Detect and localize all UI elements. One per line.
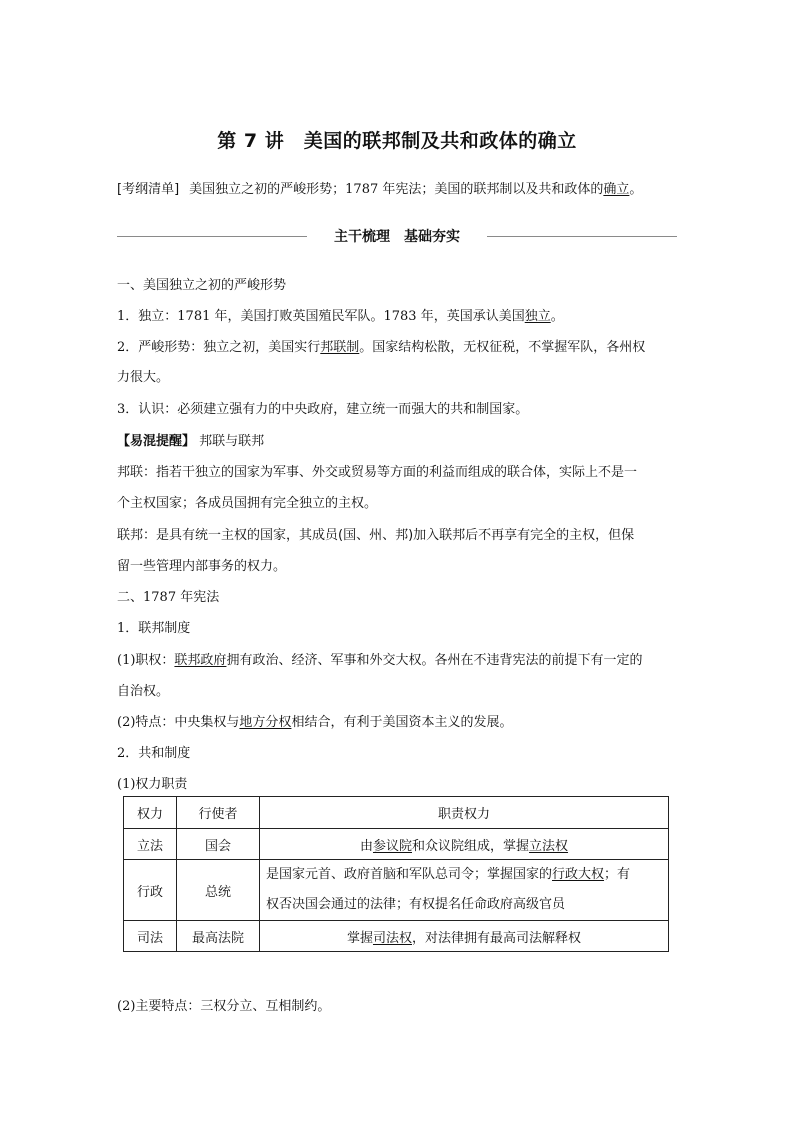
p2-rest: 相结合，有利于美国资本主义的发展。 [291,715,513,730]
tip-heading [117,430,264,449]
item1-text: 1．独立：1781 年，美国打败英国殖民军队。1783 年，英国承认美国 [117,309,525,324]
table-cell-power: 立法 [124,829,177,860]
syllabus-underlined: 确立 [603,182,630,197]
tip-fed-line1: 联邦：是具有统一主权的国家，其成员(国、州、邦)加入联邦后不再享有完全的主权，但保 [117,528,635,543]
table-header-row [124,797,669,829]
table-cell-holder: 最高法院 [177,921,260,952]
part2-sub1: 1．联邦制度 [117,621,191,636]
part1-item1 [117,305,564,324]
duty-text: 是国家元首、政府首脑和军队总司令；掌握国家的 [266,867,553,882]
item2-text: 2．严峻形势：独立之初，美国实行 [117,340,321,355]
part2-p1 [117,649,642,668]
p2-underlined: 地方分权 [239,715,292,730]
p1-underlined: 联邦政府 [174,653,227,668]
part1-item3: 3．认识：必须建立强有力的中央政府，建立统一而强大的共和制国家。 [117,402,529,417]
duty-underlined: 行政大权 [552,867,605,882]
table-cell-duty [260,921,669,952]
p1-label: (1)职权： [117,653,175,668]
table-cell-power: 行政 [124,860,177,921]
item2-rest: 。国家结构松散，无权征税，不掌握军队，各州权 [359,340,646,355]
p2-label: (2)特点：中央集权与 [117,715,240,730]
syllabus-text: 美国独立之初的严峻形势；1787 年宪法；美国的联邦制以及共和政体的 [189,182,604,197]
table-cell-power: 司法 [124,921,177,952]
power-duty-table [123,796,669,952]
section-divider-left [117,236,307,237]
table-cell-duty [260,860,669,921]
part2-p2 [117,711,512,730]
part1-heading: 一、美国独立之初的严峻形势 [117,278,287,293]
duty-underlined: 立法权 [529,838,569,854]
table-cell-duty [260,829,669,860]
part2-p1-cont: 自治权。 [117,684,170,699]
part2-heading: 二、1787 年宪法 [117,590,220,605]
duty-text: 由 [359,838,373,854]
section-header-label: 主干梳理 基础夯实 [334,229,460,245]
duty-text: 和众议院组成，掌握 [412,838,530,854]
section-header [117,226,677,246]
table-row [124,921,669,952]
duty-underlined: 司法权 [372,930,412,946]
table-row [124,860,669,921]
tip-fed-line2: 留一些管理内部事务的权力。 [117,559,287,574]
syllabus-line [117,178,697,197]
table-cell-holder: 总统 [177,860,260,921]
duty-text: ；有 [604,867,631,882]
page-title: 第 7 讲 美国的联邦制及共和政体的确立 [217,130,577,152]
duty-text: 权否决国会通过的法律；有权提名任命政府高级官员 [266,897,566,912]
table-header: 职责权力 [260,797,669,829]
item1-end: 。 [550,309,564,324]
item1-underlined: 独立 [524,309,551,324]
table-cell-holder: 国会 [177,829,260,860]
duty-text: ，对法律拥有最高司法解释权 [412,930,582,946]
p1-rest: 拥有政治、经济、军事和外交大权。各州在不违背宪法的前提下有一定的 [226,653,643,668]
table-row [124,829,669,860]
syllabus-tag: [考纲清单] [117,182,180,197]
part2-p4: (2)主要特点：三权分立、互相制约。 [117,999,331,1014]
item2-underlined: 邦联制 [320,340,360,355]
table-header: 权力 [124,797,177,829]
duty-text: 掌握 [346,930,373,946]
tip-confed-line2: 个主权国家；各成员国拥有完全独立的主权。 [117,496,378,511]
syllabus-end: 。 [629,182,643,197]
part2-p3: (1)权力职责 [117,777,188,792]
section-divider-right [487,236,677,237]
part2-sub2: 2．共和制度 [117,746,191,761]
tip-label: 【易混提醒】 [117,434,196,449]
part1-item2-cont: 力很大。 [117,370,170,385]
tip-title: 邦联与联邦 [199,434,265,449]
duty-underlined: 参议院 [372,838,412,854]
table-header: 行使者 [177,797,260,829]
tip-confed-line1: 邦联：指若干独立的国家为军事、外交或贸易等方面的利益而组成的联合体，实际上不是一 [117,465,638,480]
part1-item2 [117,336,645,355]
